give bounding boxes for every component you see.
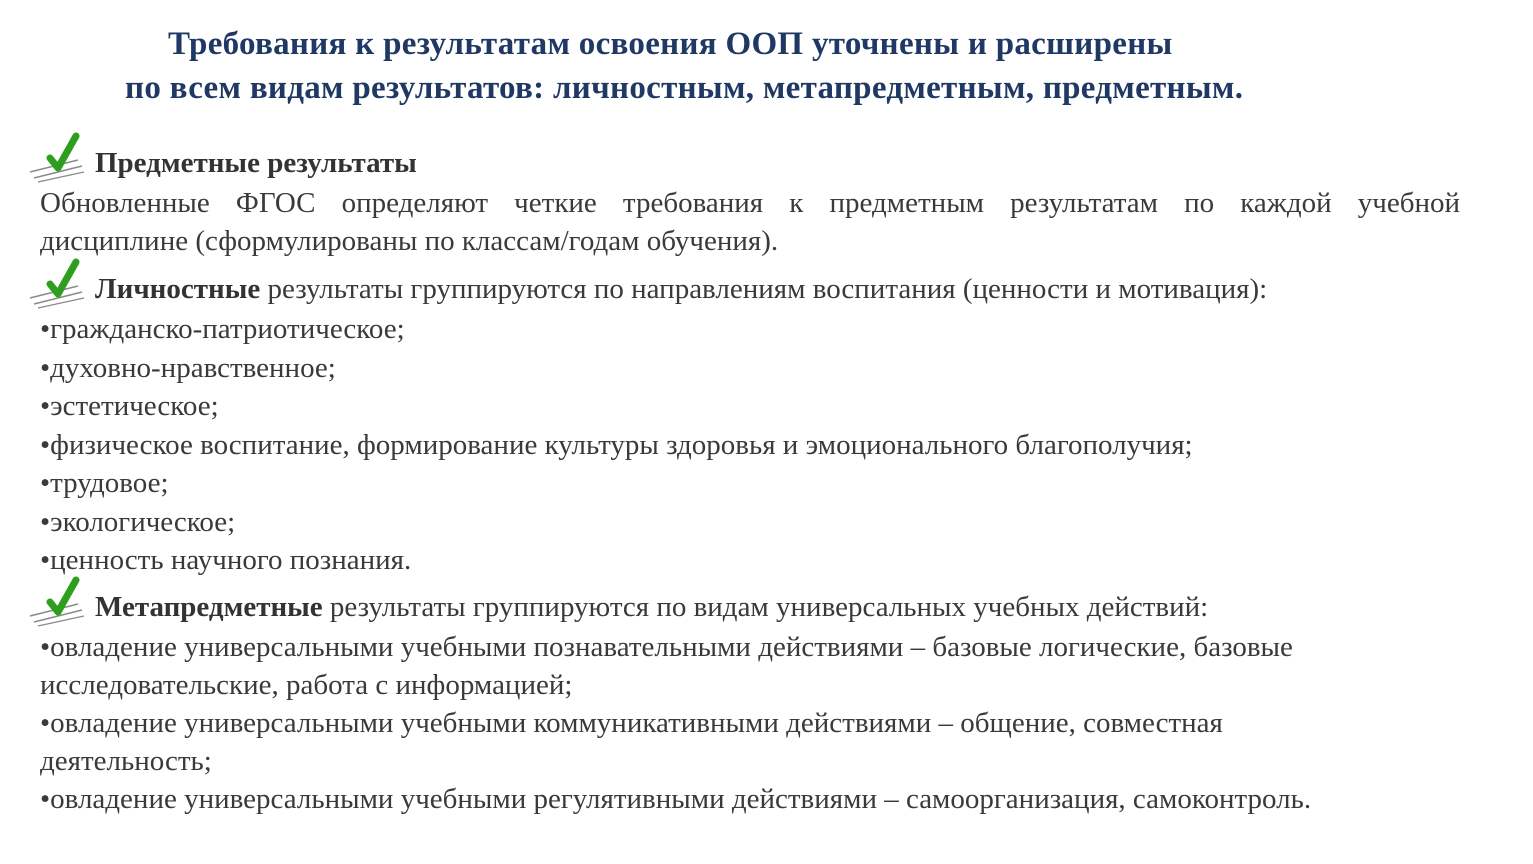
meta-results-heading	[40, 586, 1460, 628]
checkmark-icon	[28, 258, 94, 310]
meta-results-description: результаты группируются по видам универсальных учебных действий:	[322, 590, 1209, 623]
subject-results-text	[40, 184, 1460, 260]
slide-content	[40, 142, 1460, 818]
personal-results-heading	[40, 268, 1460, 310]
personal-results-title: Личностные	[95, 273, 261, 305]
personal-results-description: результаты группируются по направлениям воспитания (ценности и мотивация):	[260, 273, 1268, 305]
list-item: •ценность научного познания.	[40, 544, 412, 576]
meta-results-list	[40, 628, 1460, 818]
checkmark-icon	[28, 132, 94, 184]
checkmark-icon	[28, 576, 94, 628]
slide-title	[0, 22, 1533, 110]
subject-text-line-2: дисциплине (сформулированы по классам/годам обучения).	[40, 225, 779, 257]
subject-results-heading	[40, 142, 1460, 184]
list-item: •эстетическое;	[40, 390, 219, 422]
slide-title-line-2: по всем видам результатов: личностным, метапредметным, предметным.	[125, 70, 1244, 106]
meta-results-title: Метапредметные	[95, 590, 323, 623]
list-item: •овладение универсальными учебными познавательными действиями – базовые логические, базовые	[40, 630, 1293, 663]
list-item-continuation: деятельность;	[40, 744, 212, 777]
list-item-continuation: исследовательские, работа с информацией;	[40, 668, 573, 701]
list-item: •овладение универсальными учебными регулятивными действиями – самоорганизация, самоконтроль.	[40, 782, 1312, 815]
subject-results-title: Предметные результаты	[95, 147, 417, 179]
subject-text-line-1: Обновленные ФГОС определяют четкие требования к предметным результатам по каждой учебной	[40, 187, 1460, 219]
list-item: •духовно-нравственное;	[40, 351, 336, 384]
list-item: •гражданско-патриотическое;	[40, 313, 405, 345]
list-item: •физическое воспитание, формирование культуры здоровья и эмоционального благополучия;	[40, 428, 1193, 461]
personal-results-list	[40, 310, 1460, 580]
list-item: •экологическое;	[40, 505, 236, 538]
slide-title-line-1: Требования к результатам освоения ООП уточнены и расширены	[168, 26, 1173, 62]
list-item: •овладение универсальными учебными коммуникативными действиями – общение, совместная	[40, 706, 1223, 739]
list-item: •трудовое;	[40, 467, 169, 499]
